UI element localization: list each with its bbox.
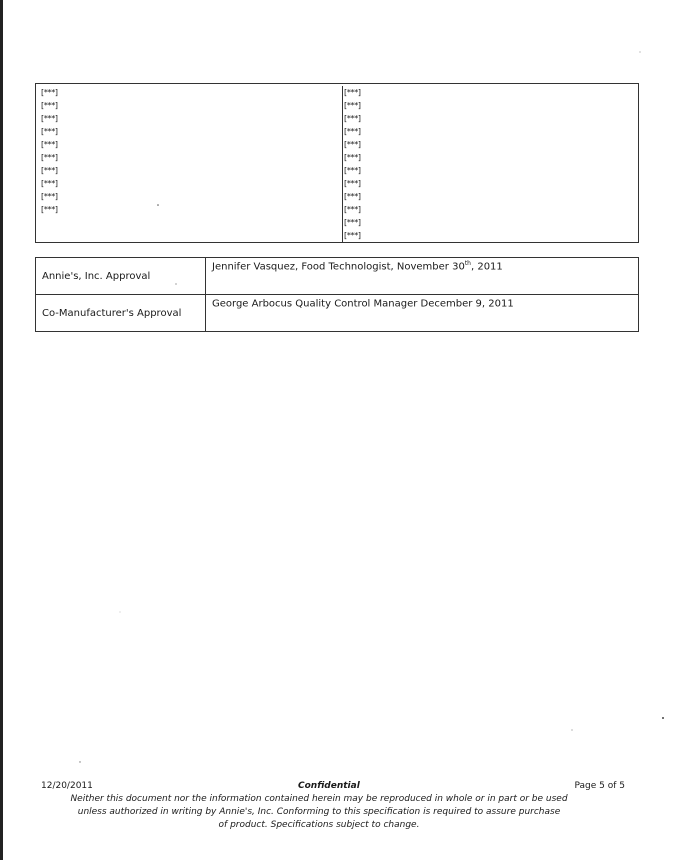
approval-label: Annie's, Inc. Approval: [36, 258, 206, 295]
redaction-mark: [***]: [344, 218, 361, 227]
redaction-mark: [***]: [344, 127, 361, 136]
page-edge-rule: [0, 0, 3, 860]
ordinal-suffix: th: [464, 260, 471, 267]
approval-row-co-manufacturer: [36, 295, 639, 332]
approval-signature-text: Jennifer Vasquez, Food Technologist, November 30: [212, 261, 465, 273]
redaction-mark: [***]: [344, 114, 361, 123]
notice-line: of product. Specifications subject to change.: [218, 820, 420, 830]
redaction-mark: [***]: [344, 88, 361, 97]
redaction-mark: [***]: [41, 192, 58, 201]
redaction-mark: [***]: [344, 153, 361, 162]
approval-label: Co-Manufacturer's Approval: [36, 295, 206, 332]
redacted-specification-table: [35, 83, 639, 243]
page-footer: [35, 781, 639, 832]
redaction-mark: [***]: [41, 166, 58, 175]
notice-line: Neither this document nor the information contained herein may be reproduced in whole or in part or be used: [70, 794, 568, 804]
redaction-mark: [***]: [344, 140, 361, 149]
redaction-mark: [***]: [342, 229, 361, 243]
approval-row-annies: [36, 258, 639, 295]
redaction-mark: [***]: [344, 101, 361, 110]
redaction-mark: [***]: [41, 153, 58, 162]
approval-signature-year: , 2011: [470, 261, 503, 273]
redaction-mark: [***]: [41, 140, 58, 149]
redaction-mark: [***]: [41, 205, 58, 214]
approval-signature: [206, 295, 639, 332]
redaction-mark: [***]: [41, 114, 58, 123]
redacted-column-right: [342, 86, 361, 243]
redaction-mark: [***]: [41, 101, 58, 110]
redaction-mark: [***]: [41, 127, 58, 136]
redaction-mark: [***]: [344, 205, 361, 214]
redaction-mark: [***]: [344, 192, 361, 201]
footer-date: 12/20/2011: [41, 781, 93, 791]
redacted-column-left: [41, 86, 58, 216]
footer-page-number: Page 5 of 5: [574, 781, 625, 791]
approval-signature-text: George Arbocus Quality Control Manager December 9, 2011: [212, 298, 514, 310]
redaction-mark: [***]: [41, 88, 58, 97]
approval-signature: [206, 258, 639, 295]
confidentiality-notice: [39, 793, 599, 832]
approval-table: [35, 257, 639, 332]
redaction-mark: [***]: [344, 179, 361, 188]
footer-confidential-label: Confidential: [298, 781, 360, 791]
redaction-mark: [***]: [41, 179, 58, 188]
footer-header-row: [35, 781, 639, 793]
notice-line: unless authorized in writing by Annie's, Inc. Conforming to this specification is required to assure purchase: [77, 807, 561, 817]
redaction-mark: [***]: [344, 166, 361, 175]
